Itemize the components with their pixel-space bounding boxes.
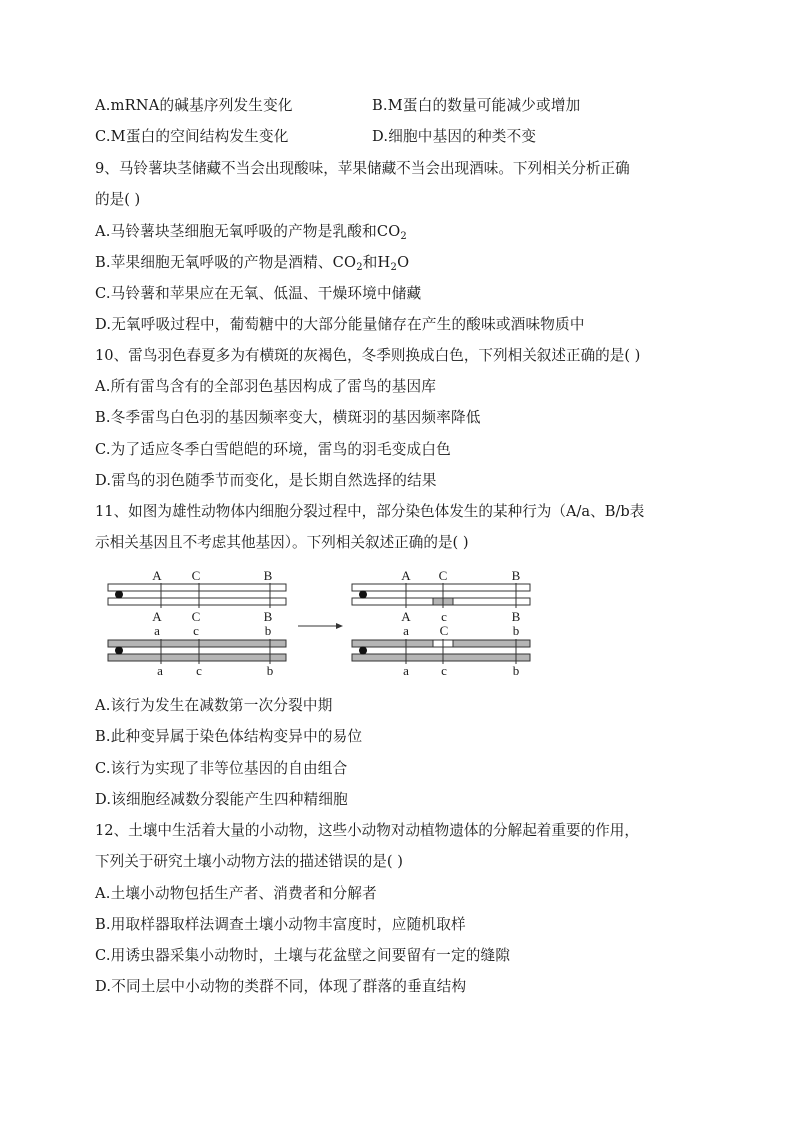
q8-option-b: B.M蛋白的数量可能减少或增加 bbox=[372, 97, 581, 114]
q9-stem-line-1: 9、马铃薯块茎储藏不当会出现酸味，苹果储藏不当会出现酒味。下列相关分析正确 bbox=[95, 160, 630, 177]
q9-option-a-text: A.马铃薯块茎细胞无氧呼吸的产物是乳酸和CO bbox=[95, 223, 401, 240]
chromosome-crossover-figure bbox=[100, 563, 540, 675]
label-before-top-1: A bbox=[152, 568, 162, 583]
q9-stem-line-2: 的是( ) bbox=[95, 191, 141, 208]
q9-option-b-text-mid: 和H bbox=[362, 254, 391, 271]
label-before-top-3: B bbox=[263, 568, 273, 583]
figure-before bbox=[108, 568, 286, 675]
label-after-mid2-2: C bbox=[439, 623, 449, 638]
q9-option-b bbox=[95, 253, 409, 273]
label-after-mid1-1: A bbox=[401, 609, 411, 624]
q11-stem-line-1: 11、如图为雄性动物体内细胞分裂过程中，部分染色体发生的某种行为（A/a、B/b表 bbox=[95, 503, 645, 520]
figure-after bbox=[352, 568, 530, 675]
q9-option-b-subscript-2: 2 bbox=[390, 262, 398, 273]
q11-stem-line-2: 示相关基因且不考虑其他基因）。下列相关叙述正确的是( ) bbox=[95, 534, 469, 551]
q12-option-b: B.用取样器取样法调查土壤小动物丰富度时，应随机取样 bbox=[95, 916, 466, 933]
label-after-bottom-2: c bbox=[441, 663, 447, 675]
label-before-mid1-1: A bbox=[152, 609, 162, 624]
chromatid-after-white-1 bbox=[352, 584, 530, 591]
chromatid-after-grey-2 bbox=[352, 654, 530, 661]
q11-option-c: C.该行为实现了非等位基因的自由组合 bbox=[95, 760, 348, 777]
chromatid-white-1 bbox=[108, 584, 286, 591]
label-before-mid1-2: C bbox=[191, 609, 201, 624]
label-before-mid2-1: a bbox=[154, 623, 160, 638]
label-after-mid1-2: c bbox=[441, 609, 447, 624]
chromatid-grey-1 bbox=[108, 640, 286, 647]
q10-option-b: B.冬季雷鸟白色羽的基因频率变大，横斑羽的基因频率降低 bbox=[95, 409, 481, 426]
q12-option-a: A.土壤小动物包括生产者、消费者和分解者 bbox=[95, 885, 377, 902]
q10-option-a: A.所有雷鸟含有的全部羽色基因构成了雷鸟的基因库 bbox=[95, 378, 437, 395]
label-after-bottom-3: b bbox=[512, 663, 520, 675]
q12-stem-line-2: 下列关于研究土壤小动物方法的描述错误的是( ) bbox=[95, 853, 403, 870]
label-before-mid1-3: B bbox=[263, 609, 273, 624]
label-after-top-2: C bbox=[438, 568, 448, 583]
q9-option-b-text: B.苹果细胞无氧呼吸的产物是酒精、CO bbox=[95, 254, 357, 271]
q8-option-a: A.mRNA的碱基序列发生变化 bbox=[95, 97, 293, 114]
label-before-bottom-1: a bbox=[157, 663, 163, 675]
centromere-grey bbox=[115, 647, 123, 655]
q12-stem-line-1: 12、土壤中生活着大量的小动物，这些小动物对动植物遗体的分解起着重要的作用， bbox=[95, 822, 639, 839]
label-before-bottom-2: c bbox=[196, 663, 202, 675]
q9-option-d: D.无氧呼吸过程中，葡萄糖中的大部分能量储存在产生的酸味或酒味物质中 bbox=[95, 316, 585, 333]
label-before-mid2-2: c bbox=[193, 623, 199, 638]
label-after-top-3: B bbox=[511, 568, 521, 583]
label-before-mid2-3: b bbox=[264, 623, 272, 638]
q9-option-b-subscript-1: 2 bbox=[356, 262, 363, 273]
label-after-mid2-3: b bbox=[512, 623, 520, 638]
q9-option-a-subscript: 2 bbox=[400, 231, 407, 242]
q11-option-d: D.该细胞经减数分裂能产生四种精细胞 bbox=[95, 791, 348, 808]
q9-option-b-text-end: O bbox=[397, 254, 410, 271]
q10-stem: 10、雷鸟羽色春夏多为有横斑的灰褐色，冬季则换成白色，下列相关叙述正确的是( ) bbox=[95, 347, 641, 364]
q9-option-c: C.马铃薯和苹果应在无氧、低温、干燥环境中储藏 bbox=[95, 285, 422, 302]
q8-option-c: C.M蛋白的空间结构发生变化 bbox=[95, 128, 289, 145]
label-after-bottom-1: a bbox=[403, 663, 409, 675]
chromatid-grey-2 bbox=[108, 654, 286, 661]
label-before-bottom-3: b bbox=[266, 663, 274, 675]
label-after-mid2-1: a bbox=[403, 623, 409, 638]
q9-option-a bbox=[95, 222, 407, 242]
label-before-top-2: C bbox=[191, 568, 201, 583]
centromere-white bbox=[115, 591, 123, 599]
arrow-icon bbox=[298, 623, 343, 629]
q12-option-c: C.用诱虫器采集小动物时，土壤与花盆壁之间要留有一定的缝隙 bbox=[95, 947, 511, 964]
q10-option-d: D.雷鸟的羽色随季节而变化，是长期自然选择的结果 bbox=[95, 472, 437, 489]
chromatid-white-2 bbox=[108, 598, 286, 605]
label-after-top-1: A bbox=[401, 568, 411, 583]
centromere-after-grey bbox=[359, 647, 367, 655]
q12-option-d: D.不同土层中小动物的类群不同，体现了群落的垂直结构 bbox=[95, 978, 467, 995]
q10-option-c: C.为了适应冬季白雪皑皑的环境，雷鸟的羽毛变成白色 bbox=[95, 441, 451, 458]
q8-option-d: D.细胞中基因的种类不变 bbox=[372, 128, 537, 145]
label-after-mid1-3: B bbox=[511, 609, 521, 624]
centromere-after-white bbox=[359, 591, 367, 599]
q11-option-b: B.此种变异属于染色体结构变异中的易位 bbox=[95, 728, 363, 745]
q11-option-a: A.该行为发生在减数第一次分裂中期 bbox=[95, 697, 333, 714]
